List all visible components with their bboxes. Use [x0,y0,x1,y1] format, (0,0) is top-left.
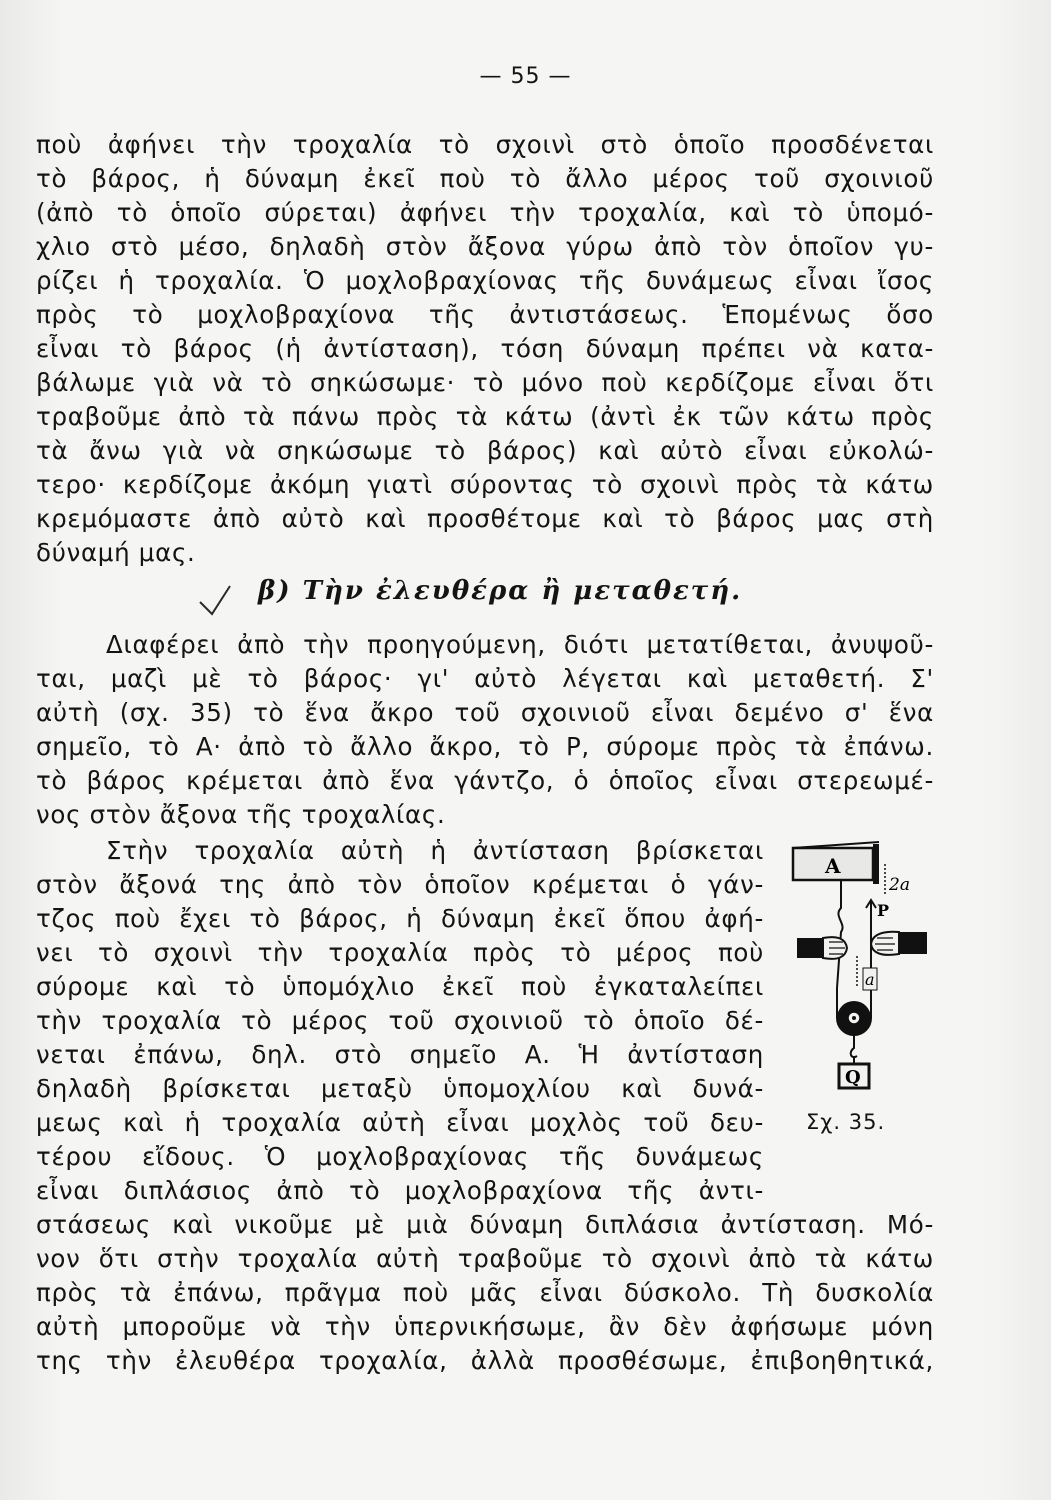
text-line: στάσεως καὶ νικοῦμε μὲ μιὰ δύναμη διπλάσια ἀντίσταση. Μό- [36,1210,934,1239]
force-label: P [877,901,890,920]
text-line: σύρομε καὶ τὸ ὑπομόχλιο ἐκεῖ ποὺ ἐγκαταλείπει [36,972,764,1001]
text-line: βάλωμε γιὰ νὰ τὸ σηκώσωμε· τὸ μόνο ποὺ κερδίζομε εἶναι ὅτι [36,368,934,397]
text-line: τὸ βάρος κρέμεται ἀπὸ ἕνα γάντζο, ὁ ὁποῖος εἶναι στερεωμέ- [36,766,934,795]
movable-pulley [837,988,871,1035]
hook [851,1035,857,1057]
double-arm-label: 2a [889,875,910,895]
text-line: τὰ ἄνω γιὰ νὰ σηκώσωμε τὸ βάρος) καὶ αὐτὸ εἶναι εὐκολώ- [36,436,934,465]
figure-caption: Σχ. 35. [806,1110,886,1134]
section-heading: β) Τὴν ἐλευθέρα ἢ μεταθετή. [258,576,743,606]
page-number: — 55 — [479,64,572,89]
text-line: Διαφέρει ἀπὸ τὴν προηγούμενη, διότι μετατίθεται, ἀνυψοῦ- [106,630,934,659]
weight-label: Q [845,1067,861,1088]
text-line: πρὸς τὸ μοχλοβραχίονα τῆς ἀντιστάσεως. Ἑπομένως ὅσο [36,300,934,329]
right-hand-icon [871,932,927,955]
text-line: τὴν τροχαλία τὸ μέρος τοῦ σχοινιοῦ τὸ ὁποῖο δέ- [36,1006,764,1035]
text-line: εἶναι τὸ βάρος (ἡ ἀντίσταση), τόση δύναμη πρέπει νὰ κατα- [36,334,934,363]
text-line: νος στὸν ἄξονα τῆς τροχαλίας. [36,800,446,829]
text-line: ται, μαζὶ μὲ τὸ βάρος· γι' αὐτὸ λέγεται καὶ μεταθετή. Σ' [36,664,934,693]
text-line: πρὸς τὰ ἐπάνω, πρᾶγμα ποὺ μᾶς εἶναι δύσκολο. Τὴ δυσκολία [36,1278,934,1307]
handwritten-check-icon [196,582,236,622]
pulley-figure [785,838,935,1098]
left-hand-icon [797,937,847,959]
arm-label: a [865,970,875,989]
text-line: στὸν ἄξονά της ἀπὸ τὸν ὁποῖον κρέμεται ὁ γάν- [36,870,764,899]
text-line: μεως καὶ ἡ τροχαλία αὐτὴ εἶναι μοχλὸς τοῦ δευ- [36,1108,764,1137]
text-line: δηλαδὴ βρίσκεται μεταξὺ ὑπομοχλίου καὶ δυνά- [36,1074,764,1103]
text-line: τερο· κερδίζομε ἀκόμη γιατὶ σύροντας τὸ σχοινὶ πρὸς τὰ κάτω [36,470,934,499]
text-line: Στὴν τροχαλία αὐτὴ ἡ ἀντίσταση βρίσκεται [106,836,764,865]
text-line: εἶναι διπλάσιος ἀπὸ τὸ μοχλοβραχίονα τῆς ἀντι- [36,1176,764,1205]
text-line: χλιο στὸ μέσο, δηλαδὴ στὸν ἄξονα γύρω ἀπὸ τὸν ὁποῖον γυ- [36,232,934,261]
fixed-point-label: A [825,854,841,878]
text-line: ποὺ ἀφήνει τὴν τροχαλία τὸ σχοινὶ στὸ ὁποῖο προσδένεται [36,130,934,159]
text-line: τέρου εἴδους. Ὁ μοχλοβραχίονας τῆς δυνάμεως [36,1142,764,1171]
text-line: νεται ἐπάνω, δηλ. στὸ σημεῖο Α. Ἡ ἀντίσταση [36,1040,764,1069]
text-line: αὐτὴ μποροῦμε νὰ τὴν ὑπερνικήσωμε, ἂν δὲν ἀφήσωμε μόνη [36,1312,934,1341]
force-arrow-icon [866,900,876,918]
text-line: της τὴν ἐλευθέρα τροχαλία, ἀλλὰ προσθέσωμε, ἐπιβοηθητικά, [36,1346,934,1375]
text-line: τζος ποὺ ἔχει τὸ βάρος, ἡ δύναμη ἐκεῖ ὅπου ἀφή- [36,904,764,933]
text-line: τὸ βάρος, ἡ δύναμη ἐκεῖ ποὺ τὸ ἄλλο μέρος τοῦ σχοινιοῦ [36,164,934,193]
text-line: αὐτὴ (σχ. 35) τὸ ἕνα ἄκρο τοῦ σχοινιοῦ εἶναι δεμένο σ' ἕνα [36,698,934,727]
text-line: ρίζει ἡ τροχαλία. Ὁ μοχλοβραχίονας τῆς δυνάμεως εἶναι ἴσος [36,266,934,295]
text-line: σημεῖο, τὸ Α· ἀπὸ τὸ ἄλλο ἄκρο, τὸ Ρ, σύρομε πρὸς τὰ ἐπάνω. [36,732,934,761]
text-line: δύναμή μας. [36,538,196,567]
text-line: νει τὸ σχοινὶ τὴν τροχαλία πρὸς τὸ μέρος ποὺ [36,938,764,967]
text-line: (ἀπὸ τὸ ὁποῖο σύρεται) ἀφήνει τὴν τροχαλία, καὶ τὸ ὑπομό- [36,198,934,227]
text-line: κρεμόμαστε ἀπὸ αὐτὸ καὶ προσθέτομε καὶ τὸ βάρος μας στὴ [36,504,934,533]
rope-left [837,880,843,988]
text-line: νον ὅτι στὴν τροχαλία αὐτὴ τραβοῦμε τὸ σχοινὶ ἀπὸ τὰ κάτω [36,1244,934,1273]
text-line: τραβοῦμε ἀπὸ τὰ πάνω πρὸς τὰ κάτω (ἀντὶ ἐκ τῶν κάτω πρὸς [36,402,934,431]
